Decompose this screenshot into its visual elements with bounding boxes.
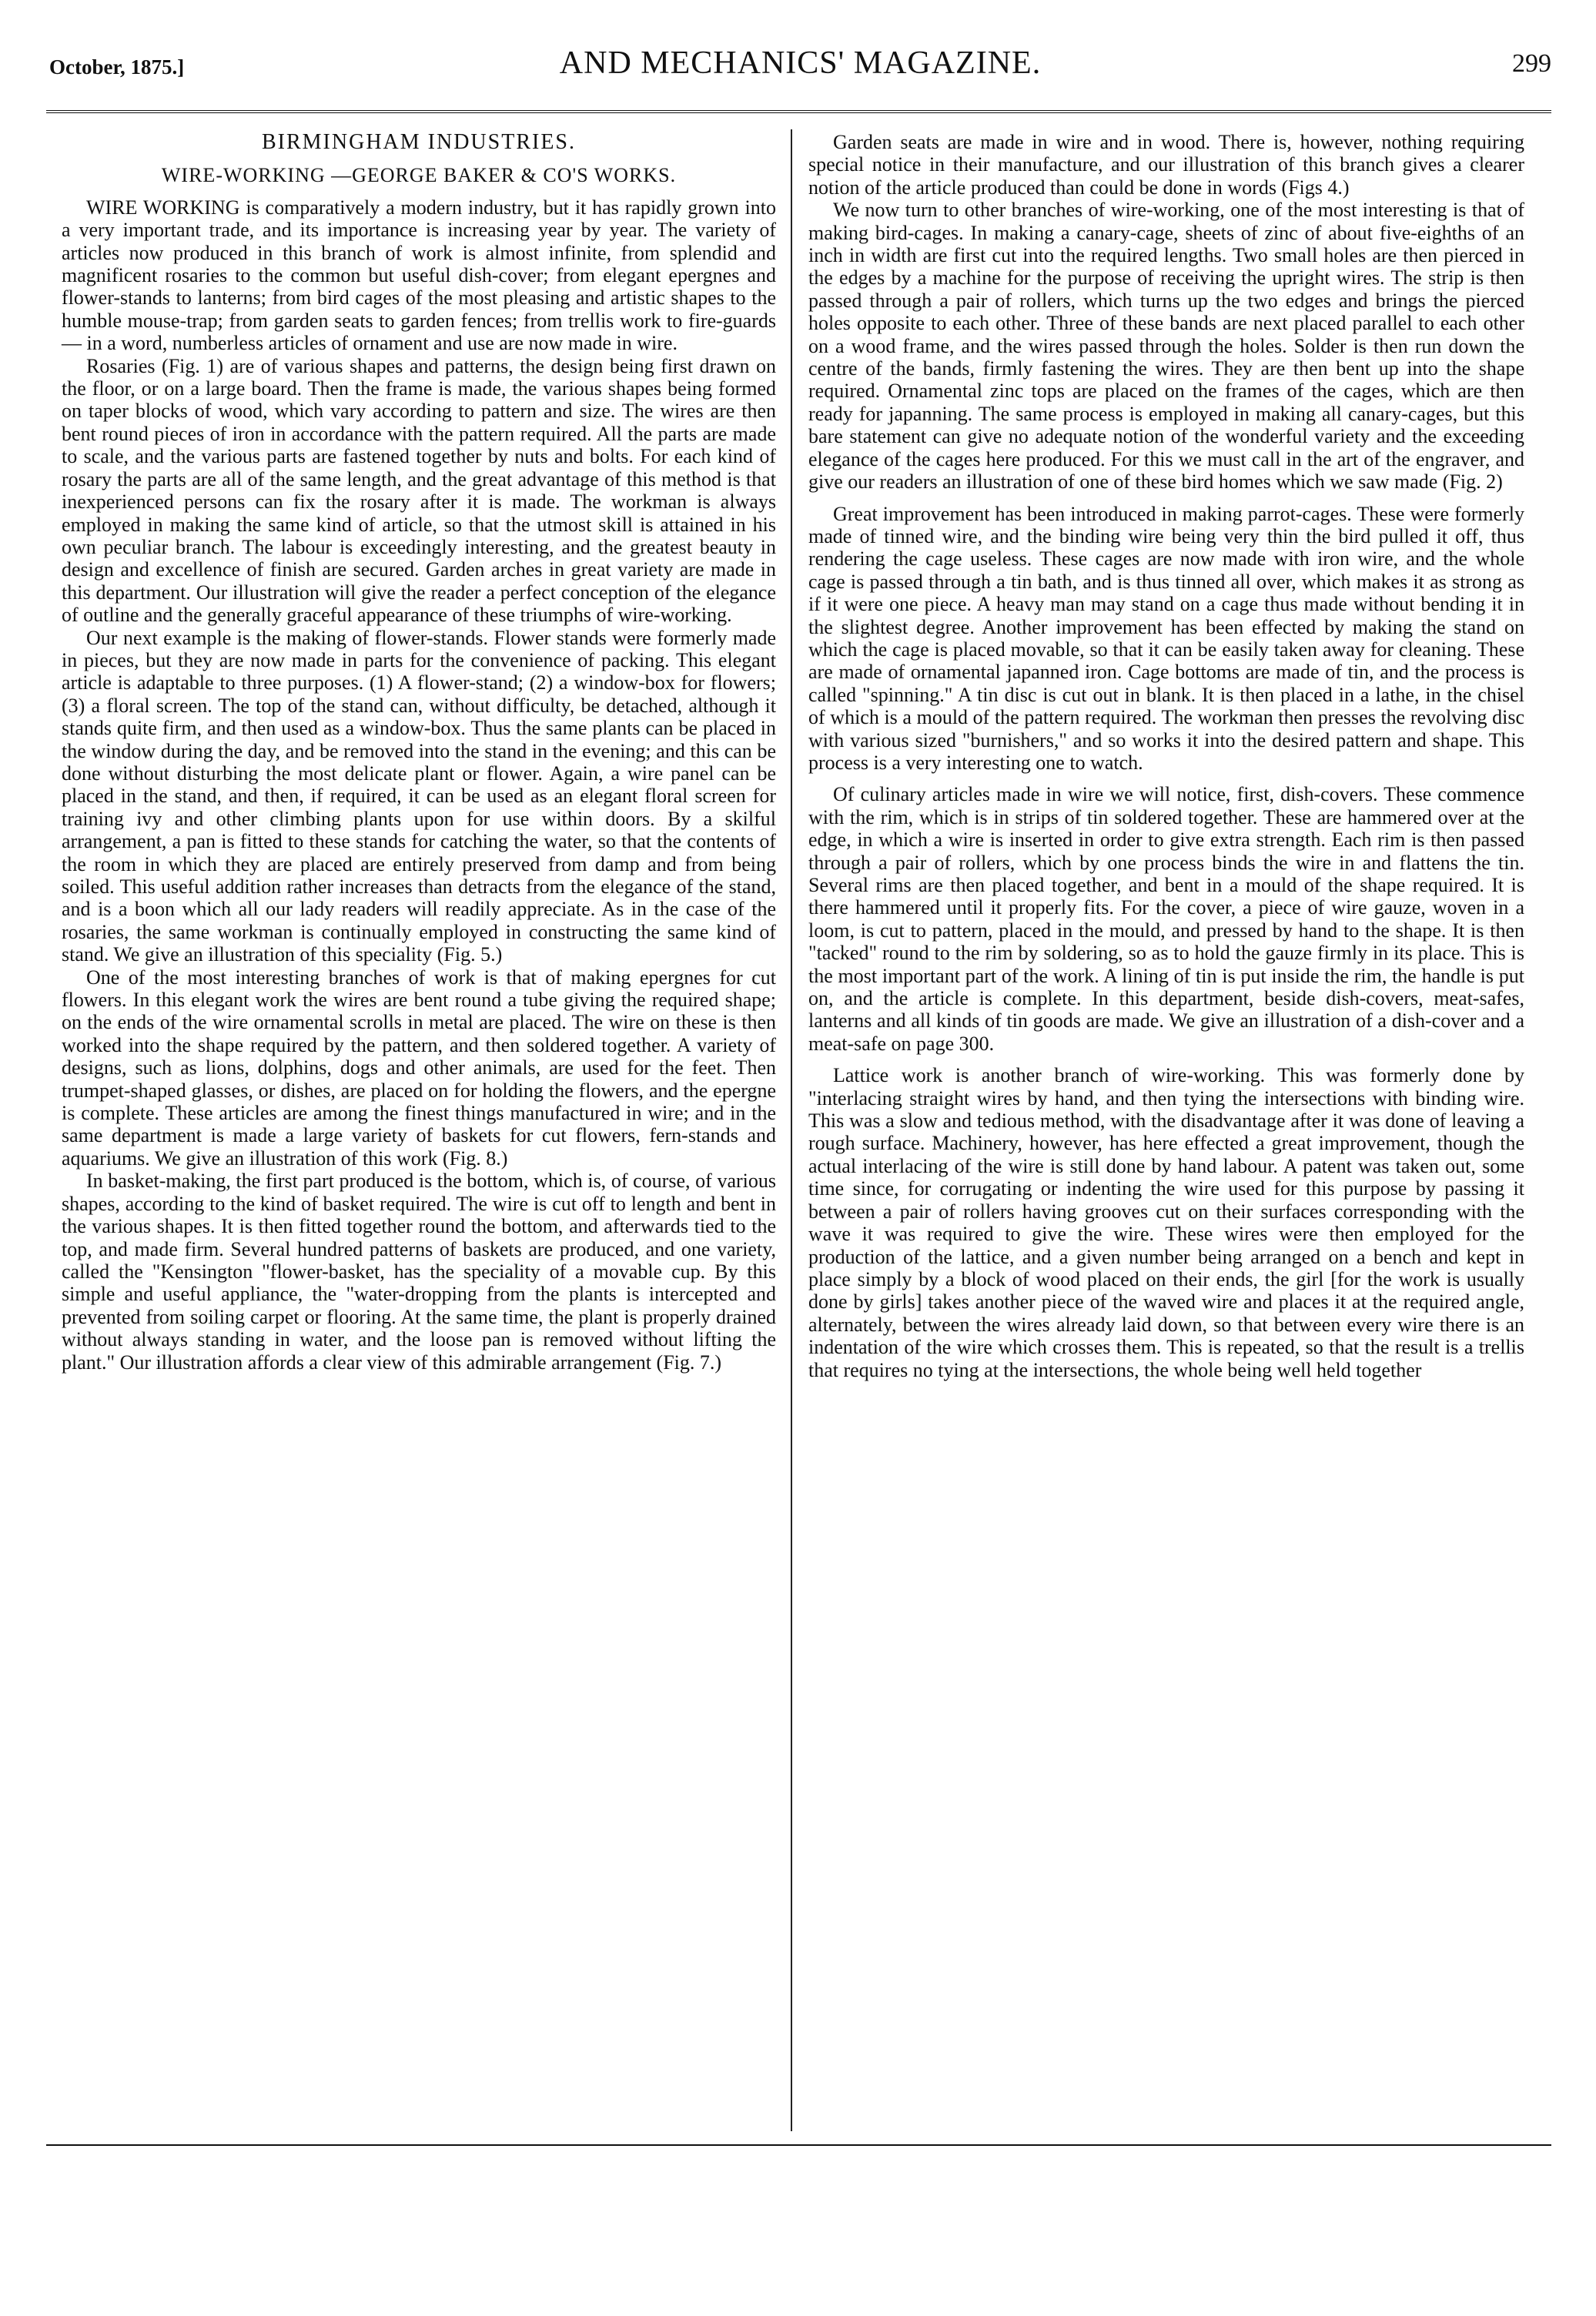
article-title: BIRMINGHAM INDUSTRIES.: [261, 130, 576, 154]
header-rule: [46, 110, 1551, 113]
magazine-title: AND MECHANICS' MAGAZINE.: [559, 45, 1042, 81]
paragraph: WIRE WORKING is comparatively a modern industry, but it has rapidly grown into a very important trade, and its importance is increasing year by year. The variety of articles now produced in this branch of work is almost infinite, from splendid and magnificent rosaries to the common but useful dish-cover; from elegant epergnes and flower-stands to lanterns; from bird cages of the most pleasing and artistic shapes to the humble mouse-trap; from garden seats to garden fences; from trellis work to fire-guards — in a word, numberless articles of ornament and use are now made in wire.: [62, 196, 776, 355]
paragraph: One of the most interesting branches of work is that of making epergnes for cut flowers. In this elegant work the wires are bent round a tube giving the required shape; on the ends of the wire ornamental scrolls in metal are placed. The wire on these is then worked into the shape required by the pattern, and then soldered together. A variety of designs, such as lions, dolphins, dogs and other animals, are used for the feet. Then trumpet-shaped glasses, or dishes, are placed on for holding the flowers, and the epergne is complete. These articles are among the finest things manufactured in wire; and in the same department is made a large variety of baskets for cut flowers, fern-stands and aquariums. We give an illustration of this work (Fig. 8.): [62, 966, 776, 1170]
paragraph: Of culinary articles made in wire we will notice, first, dish-covers. These commence with the rim, which is in strips of tin soldered together. These are hammered over at the edge, in which a wire is inserted in order to give extra strength. Each rim is then passed through a pair of rollers, which by one process binds the wire in and flattens the tin. Several rims are then placed together, and bent in a mould of the shape required. It is there hammered until it properly fits. For the cover, a piece of wire gauze, woven in a loom, is cut to pattern, placed in the mould, and pressed by hand to the shape. It is then "tacked" round to the rim by soldering, so as to hold the gauze firmly in its place. This is the most important part of the work. A lining of tin is put inside the rim, the handle is put on, and the article is complete. In this department, beside dish-covers, meat-safes, lanterns and all kinds of tin goods are made. We give an illustration of a dish-cover and a meat-safe on page 300.: [808, 783, 1524, 1055]
page-number: 299: [1512, 49, 1551, 78]
paragraph: Great improvement has been introduced in making parrot-cages. These were formerly made of tinned wire, and the binding wire being very thin the bird pulled it off, thus rendering the cage useless. These cages are now made with iron wire, and the whole cage is passed through a tin bath, and is thus tinned all over, which makes it as strong as if it were one piece. A heavy man may stand on a cage thus made without bending it in the slightest degree. Another improvement has been effected by making the stand on which the cage is placed movable, so that it can be easily taken away for cleaning. These are made of ornamental japanned iron. Cage bottoms are made of tin, and the process is called "spinning." A tin disc is cut out in blank. It is then placed in a lathe, in the chisel of which is a mould of the pattern required. The workman then presses the revolving disc with various sized "burnishers," and so works it into the desired pattern and shape. This process is a very interesting one to watch.: [808, 502, 1524, 774]
right-column: [808, 131, 1524, 1381]
paragraph: We now turn to other branches of wire-working, one of the most interesting is that of making bird-cages. In making a canary-cage, sheets of zinc of about five-eighths of an inch in width are first cut into the required lengths. Two small holes are then pierced in the edges by a machine for the purpose of receiving the upright wires. The strip is then passed through a pair of rollers, which turns up the two edges and brings the pierced holes opposite to each other. Three of these bands are next placed parallel to each other on a wood frame, and the wires passed through the holes. Solder is then run down the centre of the bands, firmly fastening the wires. They are then bent up into the shape required. Ornamental zinc tops are placed on the frames of the cages, which are then ready for japanning. The same process is employed in making all canary-cages, but this bare statement can give no adequate notion of the wonderful variety and the exceeding elegance of the cages here produced. For this we must call in the art of the engraver, and give our readers an illustration of one of these bird homes which we saw made (Fig. 2): [808, 199, 1524, 494]
left-column: [62, 131, 776, 1374]
paragraph: Lattice work is another branch of wire-working. This was formerly done by "interlacing straight wires by hand, and then tying the intersections with binding wire. This was a slow and tedious method, with the disadvantage after it was done of leaving a rough surface. Machinery, however, has here effected a great improvement, though the actual interlacing of the wire is still done by hand labour. A patent was taken out, some time since, for corrugating or indenting the wire used for this purpose by passing it between a pair of rollers having grooves cut on their surfaces corresponding with the wave it was required to give the wire. These wires were then employed for the production of the lattice, and a given number being arranged on a bench and kept in place simply by a block of wood placed on their ends, the girl [for the work is usually done by girls] takes another piece of the waved wire and places it at the required angle, alternately, between the wires already laid down, so that between every wire there is an indentation of the wire which crosses them. This is repeated, so that the result is a trellis that requires no tying at the intersections, the whole being well held together: [808, 1064, 1524, 1381]
paragraph: In basket-making, the first part produced is the bottom, which is, of course, of various shapes, according to the kind of basket required. The wire is cut off to length and bent in the various shapes. It is then fitted together round the bottom, and afterwards tied to the top, and made firm. Several hundred patterns of baskets are produced, and one variety, called the "Kensington "flower-basket, has the speciality of a movable cup. By this simple and useful appliance, the "water-dropping from the plants is intercepted and prevented from soiling carpet or flooring. At the same time, the plant is properly drained without always standing in water, and the loose pan is removed without lifting the plant." Our illustration affords a clear view of this admirable arrangement (Fig. 7.): [62, 1170, 776, 1374]
issue-date: October, 1875.]: [49, 55, 185, 79]
paragraph: Rosaries (Fig. 1) are of various shapes and patterns, the design being first drawn on the floor, or on a large board. Then the frame is made, the various shapes being formed on taper blocks of wood, which vary according to pattern and size. The wires are then bent round pieces of iron in accordance with the pattern required. All the parts are made to scale, and the various parts are fastened together by nuts and bolts. For each kind of rosary the parts are all of the same length, and the great advantage of this method is that inexperienced persons can fix the rosary after it is made. The workman is always employed in making the same kind of article, so that the utmost skill is attained in his own peculiar branch. The labour is exceedingly interesting, and the greatest beauty in design and excellence of finish are secured. Garden arches in great variety are made in this department. Our illustration will give the reader a perfect conception of the elegance of outline and the generally graceful appearance of these triumphs of wire-working.: [62, 354, 776, 627]
paragraph: Garden seats are made in wire and in wood. There is, however, nothing requiring special notice in their manufacture, and our illustration of this branch gives a clearer notion of the article produced than could be done in words (Figs 4.): [808, 131, 1524, 199]
paragraph: Our next example is the making of flower-stands. Flower stands were formerly made in pieces, but they are now made in parts for the convenience of packing. This elegant article is adaptable to three purposes. (1) A flower-stand; (2) a window-box for flowers; (3) a floral screen. The top of the stand can, without difficulty, be detached, although it stands quite firm, and then used as a window-box. Thus the same plants can be placed in the window during the day, and be removed into the stand in the evening; and this can be done without disturbing the most delicate plant or flower. Again, a wire panel can be placed in the stand, and then, if required, it can be used as an elegant floral screen for training ivy and other climbing plants upon for use within doors. By a skilful arrangement, a pan is fitted to these stands for catching the water, so that the contents of the room in which they are placed are entirely preserved from damp and from being soiled. This useful addition rather increases than detracts from the elegance of the stand, and is a boon which all our lady readers will readily appreciate. As in the case of the rosaries, the same workman is continually employed in constructing the same kind of stand. We give an illustration of this speciality (Fig. 5.): [62, 626, 776, 966]
article-subtitle: WIRE-WORKING —GEORGE BAKER & CO'S WORKS.: [161, 164, 677, 187]
column-divider: [791, 129, 792, 2131]
page-header: [49, 45, 1551, 91]
footer-rule: [46, 2144, 1551, 2146]
